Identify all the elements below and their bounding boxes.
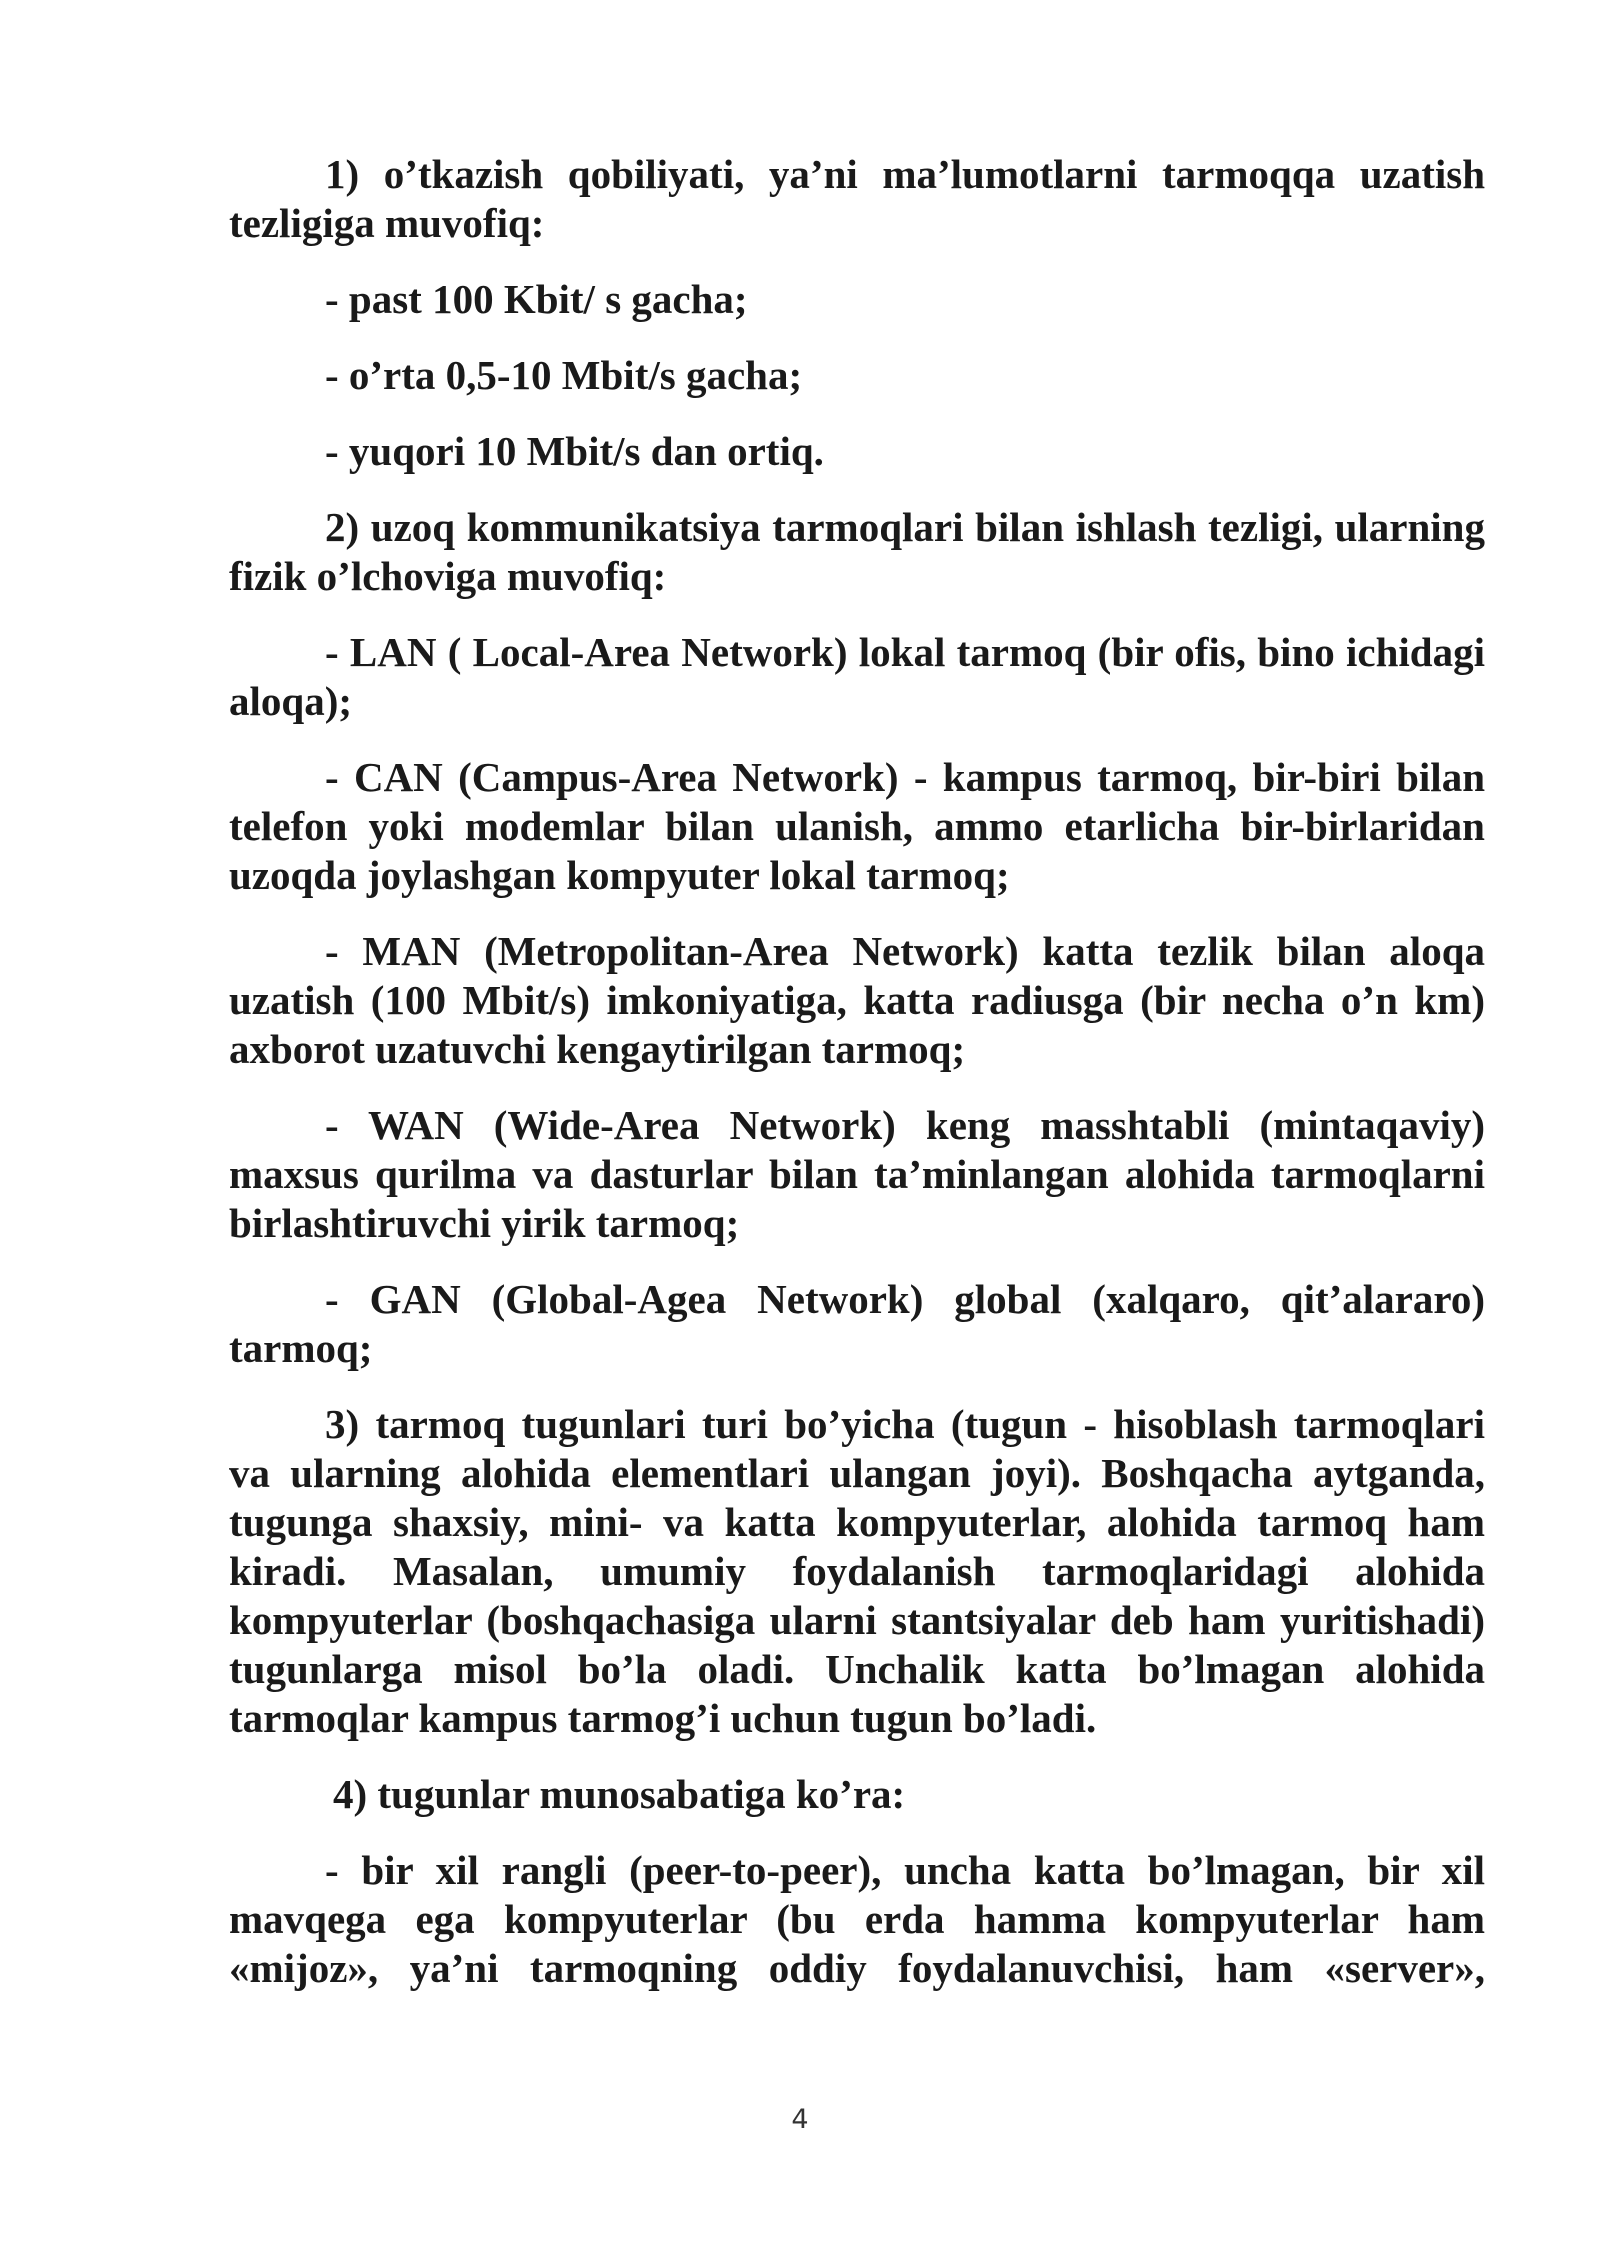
page-body — [229, 150, 1485, 2020]
paragraph-distance-heading: 2) uzoq kommunikatsiya tarmoqlari bilan ishlash tezligi, ularning fizik o’lchoviga muvofiq: — [229, 504, 1485, 599]
list-item-can: - CAN (Campus-Area Network) - kampus tarmoq, bir-biri bilan telefon yoki modemlar bilan ulanish, ammo etarlicha bir-birlaridan uzoqda joylashgan kompyuter lokal tarmoq; — [229, 754, 1485, 898]
list-item-lan: - LAN ( Local-Area Network) lokal tarmoq (bir ofis, bino ichidagi aloqa); — [229, 629, 1485, 724]
list-item-peer-to-peer: - bir xil rangli (peer-to-peer), uncha katta bo’lmagan, bir xil mavqega ega kompyuterlar (bu erda hamma kompyuterlar ham «mijoz», ya’ni tarmoqning oddiy foydalanuvchisi, ham «server», — [229, 1847, 1485, 1991]
list-item-low-speed: - past 100 Kbit/ s gacha; — [325, 276, 748, 322]
list-item-medium-speed: - o’rta 0,5-10 Mbit/s gacha; — [325, 352, 803, 398]
paragraph-node-types: 3) tarmoq tugunlari turi bo’yicha (tugun - hisoblash tarmoqlari va ularning alohida elementlari ulangan joyi). Boshqacha aytganda, tugunga shaxsiy, mini- va katta kompyuterlar, alohida tarmoq ham kiradi. Masalan, umumiy foydalanish tarmoqlaridagi alohida kompyuterlar (boshqachasiga ularni stantsiyalar deb ham yuritishadi) tugunlarga misol bo’la oladi. Unchalik katta bo’lmagan alohida tarmoqlar kampus tarmog’i uchun tugun bo’ladi. — [229, 1401, 1485, 1741]
list-item-gan: - GAN (Global-Agea Network) global (xalqaro, qit’alararo) tarmoq; — [229, 1276, 1485, 1371]
paragraph-node-relations-heading: 4) tugunlar munosabatiga ko’ra: — [333, 1771, 906, 1817]
paragraph-throughput-heading: 1) o’tkazish qobiliyati, ya’ni ma’lumotlarni tarmoqqa uzatish tezligiga muvofiq: — [229, 151, 1485, 246]
page-number: 4 — [791, 2104, 809, 2135]
list-item-wan: - WAN (Wide-Area Network) keng masshtabli (mintaqaviy) maxsus qurilma va dasturlar bilan ta’minlangan alohida tarmoqlarni birlashtiruvchi yirik tarmoq; — [229, 1102, 1485, 1246]
list-item-high-speed: - yuqori 10 Mbit/s dan ortiq. — [325, 428, 824, 474]
list-item-man: - MAN (Metropolitan-Area Network) katta tezlik bilan aloqa uzatish (100 Mbit/s) imkoniyatiga, katta radiusga (bir necha o’n km) axborot uzatuvchi kengaytirilgan tarmoq; — [229, 928, 1485, 1072]
